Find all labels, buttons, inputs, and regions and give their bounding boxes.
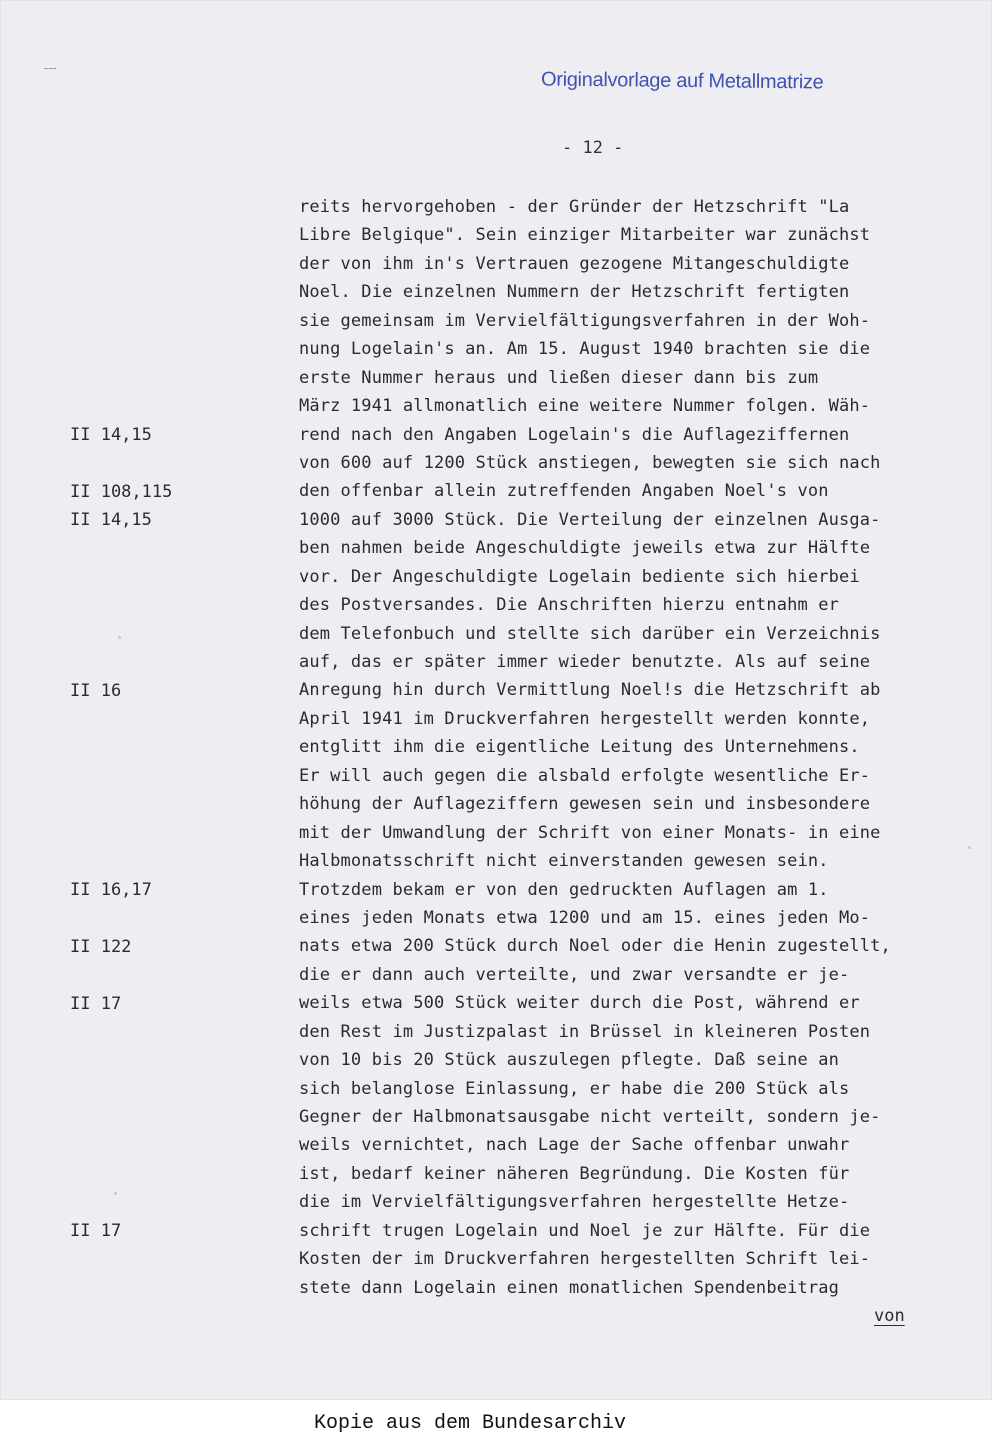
text-line: erste Nummer heraus und ließen dieser dann bis zum bbox=[299, 367, 819, 388]
text-line: der von ihm in's Vertrauen gezogene Mitangeschuldigte bbox=[299, 253, 850, 274]
text-line: Anregung hin durch Vermittlung Noel!s die Hetzschrift ab bbox=[299, 680, 881, 701]
margin-reference: II 14,15 bbox=[70, 424, 152, 445]
paper-speck bbox=[118, 636, 121, 639]
margin-reference: II 17 bbox=[70, 993, 122, 1014]
margin-scribble: ~~~ bbox=[44, 65, 57, 73]
text-line: eines jeden Monats etwa 1200 und am 15. eines jeden Mo- bbox=[299, 907, 871, 928]
paper-speck bbox=[114, 1192, 117, 1195]
text-line: Noel. Die einzelnen Nummern der Hetzschrift fertigten bbox=[299, 282, 850, 303]
text-line: Er will auch gegen die alsbald erfolgte wesentliche Er- bbox=[299, 765, 871, 786]
text-line: reits hervorgehoben - der Gründer der Hetzschrift "La bbox=[299, 197, 850, 217]
archive-stamp: Originalvorlage auf Metallmatrize bbox=[540, 68, 824, 94]
text-line: schrift trugen Logelain und Noel je zur Hälfte. Für die bbox=[299, 1220, 871, 1241]
text-line: von 600 auf 1200 Stück anstiegen, bewegten sie sich nach bbox=[299, 452, 881, 473]
text-line: die er dann auch verteilte, und zwar versandte er je- bbox=[299, 964, 850, 985]
margin-reference: II 108,115 bbox=[70, 481, 173, 502]
text-line: des Postversandes. Die Anschriften hierzu entnahm er bbox=[299, 595, 840, 616]
text-line: entglitt ihm die eigentliche Leitung des Unternehmens. bbox=[299, 737, 860, 758]
text-line: den Rest im Justizpalast in Brüssel in kleineren Posten bbox=[299, 1021, 871, 1042]
text-line: Kosten der im Druckverfahren hergestellten Schrift lei- bbox=[299, 1249, 871, 1270]
text-line: weils etwa 500 Stück weiter durch die Post, während er bbox=[299, 993, 860, 1014]
text-line: weils vernichtet, nach Lage der Sache offenbar unwahr bbox=[299, 1135, 850, 1156]
margin-reference: II 17 bbox=[70, 1221, 122, 1242]
text-line: stete dann Logelain einen monatlichen Spendenbeitrag bbox=[299, 1277, 840, 1298]
text-line: auf, das er später immer wieder benutzte. Als auf seine bbox=[299, 652, 871, 672]
text-line: sich belanglose Einlassung, er habe die 200 Stück als bbox=[299, 1078, 850, 1099]
margin-reference: II 16 bbox=[70, 680, 122, 701]
text-line: mit der Umwandlung der Schrift von einer Monats- in eine bbox=[299, 822, 881, 843]
text-line: Halbmonatsschrift nicht einverstanden gewesen sein. bbox=[299, 851, 829, 872]
text-line: ben nahmen beide Angeschuldigte jeweils etwa zur Hälfte bbox=[299, 538, 871, 559]
paper-speck bbox=[968, 846, 971, 849]
margin-reference: II 14,15 bbox=[70, 509, 152, 530]
text-line: ist, bedarf keiner näheren Begründung. Die Kosten für bbox=[299, 1163, 850, 1184]
text-line: rend nach den Angaben Logelain's die Auflageziffernen bbox=[299, 424, 850, 445]
text-line: Gegner der Halbmonatsausgabe nicht verteilt, sondern je- bbox=[299, 1107, 881, 1127]
text-line: höhung der Auflageziffern gewesen sein und insbesondere bbox=[299, 794, 871, 815]
body-text bbox=[299, 193, 959, 1302]
text-line: die im Vervielfältigungsverfahren hergestellte Hetze- bbox=[299, 1192, 850, 1213]
text-line: März 1941 allmonatlich eine weitere Nummer folgen. Wäh- bbox=[299, 396, 871, 417]
archive-footer: Kopie aus dem Bundesarchiv bbox=[314, 1412, 627, 1435]
text-line: dem Telefonbuch und stellte sich darüber ein Verzeichnis bbox=[299, 623, 881, 644]
text-line: von 10 bis 20 Stück auszulegen pflegte. Daß seine an bbox=[299, 1050, 840, 1071]
page-number: - 12 - bbox=[562, 138, 624, 158]
continuation-word: von bbox=[874, 1306, 905, 1326]
margin-reference: II 122 bbox=[70, 936, 132, 957]
text-line: den offenbar allein zutreffenden Angaben Noel's von bbox=[299, 481, 829, 502]
text-line: 1000 auf 3000 Stück. Die Verteilung der einzelnen Ausga- bbox=[299, 509, 881, 530]
text-line: sie gemeinsam im Vervielfältigungsverfahren in der Woh- bbox=[299, 310, 871, 331]
text-line: Libre Belgique". Sein einziger Mitarbeiter war zunächst bbox=[299, 225, 871, 246]
text-line: nung Logelain's an. Am 15. August 1940 brachten sie die bbox=[299, 339, 871, 360]
margin-reference: II 16,17 bbox=[70, 879, 152, 900]
text-line: nats etwa 200 Stück durch Noel oder die Henin zugestellt, bbox=[299, 936, 891, 957]
text-line: Trotzdem bekam er von den gedruckten Auflagen am 1. bbox=[299, 879, 829, 900]
text-line: vor. Der Angeschuldigte Logelain bediente sich hierbei bbox=[299, 566, 860, 587]
text-line: April 1941 im Druckverfahren hergestellt werden konnte, bbox=[299, 708, 871, 729]
